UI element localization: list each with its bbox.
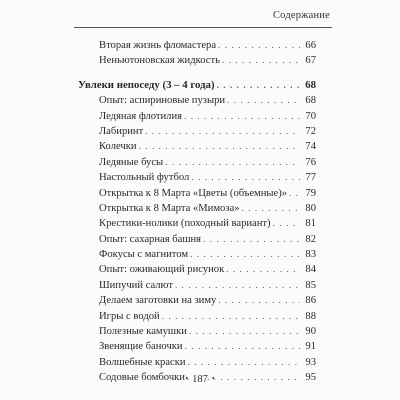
toc-entry: [78, 355, 316, 370]
toc-entry-label: Ледяные бусы: [99, 156, 164, 168]
dot-leader: [190, 247, 300, 262]
dot-leader: [162, 309, 300, 324]
toc-entry-page: 86: [305, 295, 316, 307]
dot-leader: [242, 201, 300, 216]
dot-leader: [289, 186, 300, 201]
dot-leader: [217, 78, 300, 93]
toc-entry: [78, 186, 316, 201]
toc-entry: [78, 216, 316, 231]
toc-entry: [78, 247, 316, 262]
dot-leader: [175, 278, 300, 293]
toc-entry-label: Опыт: оживающий рисунок: [99, 264, 225, 276]
toc-entry-label: Открытка к 8 Марта «Мимоза»: [99, 202, 240, 214]
toc-entry-page: 79: [305, 187, 316, 199]
dot-leader: [227, 93, 300, 108]
toc-entry: [78, 53, 316, 68]
toc-entry-label: Игры с водой: [99, 310, 160, 322]
footer-bullet-left: •: [185, 374, 189, 383]
toc-entry-page: 83: [305, 249, 316, 261]
dot-leader: [273, 216, 300, 231]
table-of-contents: [78, 38, 316, 386]
toc-entry-page: 68: [305, 95, 316, 107]
toc-entry-label: Колечки: [99, 141, 137, 153]
toc-section-page: 68: [305, 78, 316, 91]
dot-leader: [139, 139, 300, 154]
toc-entry-label: Полезные камушки: [99, 326, 187, 338]
toc-entry-page: 77: [305, 172, 316, 184]
toc-entry-label: Вторая жизнь фломастера: [99, 40, 217, 51]
toc-entry-page: 67: [305, 55, 316, 67]
toc-section-label: Увлеки непоседу (3 – 4 года): [78, 78, 215, 91]
toc-entry-page: 76: [305, 156, 316, 168]
toc-entry: [78, 293, 316, 308]
toc-entry-page: 95: [305, 372, 316, 384]
toc-entry-page: 91: [305, 341, 316, 353]
toc-entry-page: 85: [305, 279, 316, 291]
toc-entry-page: 88: [305, 310, 316, 322]
toc-entry: [78, 309, 316, 324]
page-footer: [0, 374, 400, 385]
toc-entry: [78, 339, 316, 354]
toc-entry-page: 90: [305, 326, 316, 338]
toc-entry: [78, 278, 316, 293]
toc-entry-label: Лабиринт: [99, 125, 144, 137]
toc-entry-label: Крестики-нолики (походный вариант): [99, 218, 271, 230]
toc-entry-label: Опыт: аспириновые пузыри: [99, 95, 226, 107]
toc-entry-label: Неньютоновская жидкость: [99, 55, 220, 67]
toc-entry: [78, 155, 316, 170]
toc-entry: [78, 124, 316, 139]
toc-entry-page: 82: [305, 233, 316, 245]
toc-entry-page: 80: [305, 202, 316, 214]
toc-entry-label: Настольный футбол: [99, 172, 190, 184]
toc-section-heading: [78, 78, 316, 93]
toc-entry-page: 72: [305, 125, 316, 137]
dot-leader: [191, 170, 300, 185]
toc-entry-label: Содовые бомбочки: [99, 372, 185, 384]
toc-entry-page: 81: [305, 218, 316, 230]
toc-entry-label: Звенящие баночки: [99, 341, 183, 353]
toc-entry: [78, 38, 316, 53]
toc-entry-label: Шипучий салют: [99, 279, 173, 291]
toc-entry: [78, 93, 316, 108]
toc-entry-label: Делаем заготовки на зиму: [99, 295, 217, 307]
dot-leader: [188, 355, 300, 370]
toc-entry-page: 93: [305, 356, 316, 368]
running-header-title: Содержание: [272, 10, 330, 21]
toc-entry-page: 74: [305, 141, 316, 153]
toc-entry: [78, 139, 316, 154]
dot-leader: [145, 124, 300, 139]
toc-entry: [78, 232, 316, 247]
page-number: 187: [192, 374, 208, 385]
dot-leader: [222, 53, 300, 68]
dot-leader: [184, 109, 300, 124]
toc-entry: [78, 324, 316, 339]
toc-entry: [78, 262, 316, 277]
toc-entry-page: 84: [305, 264, 316, 276]
toc-entry-page: 70: [305, 110, 316, 122]
toc-entry: [78, 201, 316, 216]
toc-entry: [78, 109, 316, 124]
toc-entry-label: Открытка к 8 Марта «Цветы (объемные)»: [99, 187, 288, 199]
dot-leader: [189, 324, 300, 339]
dot-leader: [165, 155, 300, 170]
dot-leader: [218, 38, 300, 53]
toc-entry-label: Фокусы с магнитом: [99, 249, 189, 261]
dot-leader: [218, 293, 300, 308]
toc-entry: [78, 170, 316, 185]
toc-entry-label: Ледяная флотилия: [99, 110, 183, 122]
footer-bullet-right: •: [211, 374, 215, 383]
toc-entry-page: 66: [305, 40, 316, 51]
dot-leader: [203, 232, 300, 247]
dot-leader: [226, 262, 300, 277]
toc-entry-label: Опыт: сахарная башня: [99, 233, 202, 245]
toc-entry-label: Волшебные краски: [99, 356, 186, 368]
dot-leader: [185, 339, 300, 354]
section-spacer: [78, 69, 316, 78]
header-divider: [74, 27, 332, 28]
